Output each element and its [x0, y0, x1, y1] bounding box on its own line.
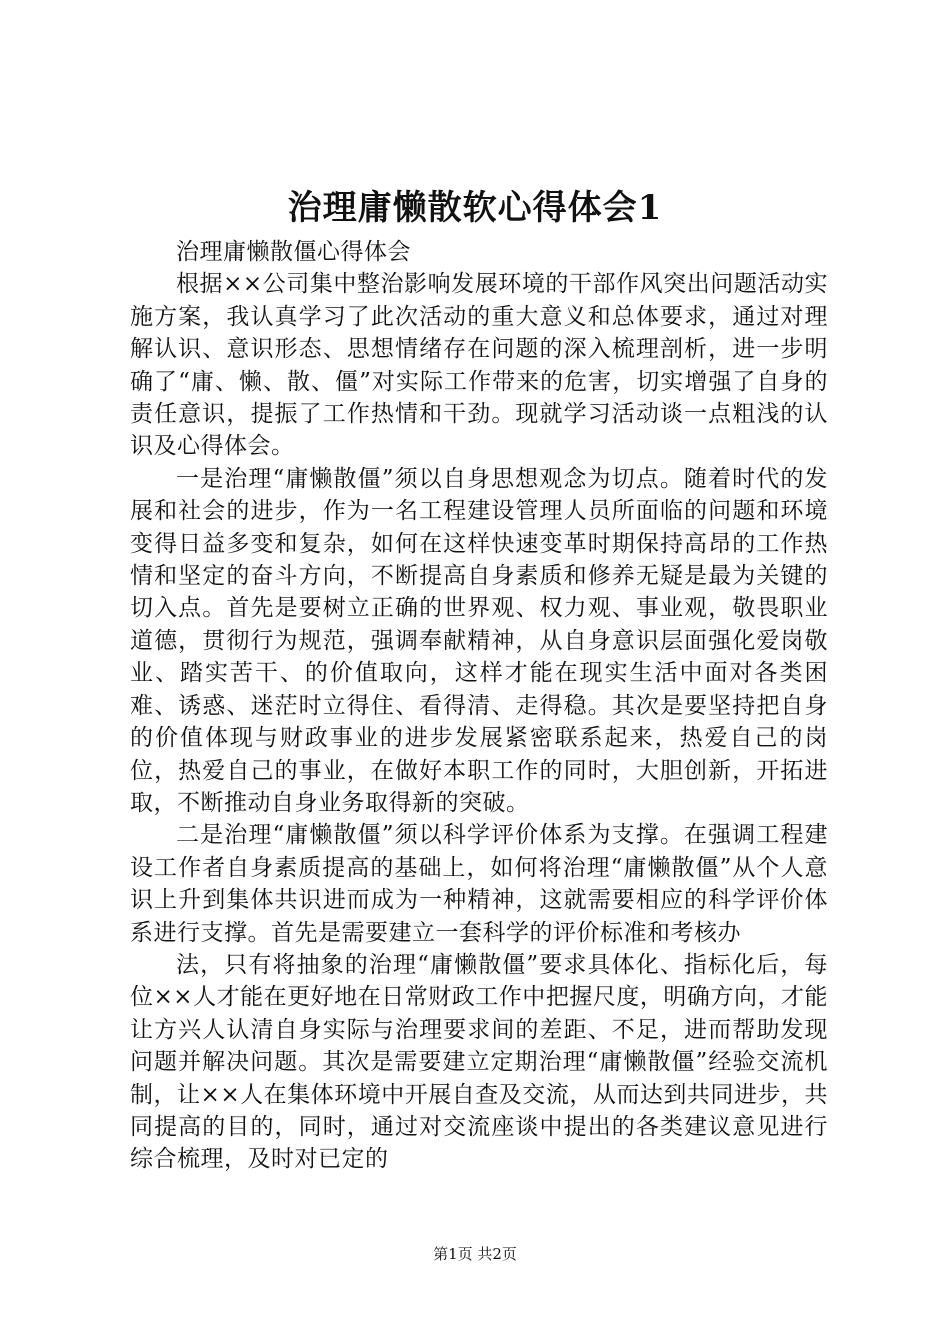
paragraph-point-two: 二是治理“庸懒散僵”须以科学评价体系为支撑。在强调工程建设工作者自身素质提高的基础上，如何将治理“庸懒散僵”从个人意识上升到集体共识进而成为一种精神，这就需要相应的科学评价体系进行支撑。首先是需要建立一套科学的评价标准和考核办 [130, 822, 828, 946]
document-title: 治理庸懒散软心得体会1 [287, 188, 663, 228]
paragraph-intro: 根据××公司集中整治影响发展环境的干部作风突出问题活动实施方案，我认真学习了此次活动的重大意义和总体要求，通过对理解认识、意识形态、思想情绪存在问题的深入梳理剖析，进一步明确了“庸、懒、散、僵”对实际工作带来的危害，切实增强了自身的责任意识，提振了工作热情和干劲。现就学习活动谈一点粗浅的认识及心得体会。 [130, 271, 828, 460]
paragraph-subtitle: 治理庸懒散僵心得体会 [176, 239, 411, 265]
paragraph-point-two-continued: 法，只有将抽象的治理“庸懒散僵”要求具体化、指标化后，每位××人才能在更好地在日常财政工作中把握尺度，明确方向，才能让方兴人认清自身实际与治理要求间的差距、不足，进而帮助发现问题并解决问题。其次是需要建立定期治理“庸懒散僵”经验交流机制，让××人在集体环境中开展自查及交流，从而达到共同进步，共同提高的目的，同时，通过对交流座谈中提出的各类建议意见进行综合梳理，及时对已定的 [130, 951, 828, 1173]
paragraph-point-one: 一是治理“庸懒散僵”须以自身思想观念为切点。随着时代的发展和社会的进步，作为一名工程建设管理人员所面临的问题和环境变得日益多变和复杂，如何在这样快速变革时期保持高昂的工作热情和坚定的奋斗方向，不断提高自身素质和修养无疑是最为关键的切入点。首先是要树立正确的世界观、权力观、事业观，敬畏职业道德，贯彻行为规范，强调奉献精神，从自身意识层面强化爱岗敬业、踏实苦干、的价值取向，这样才能在现实生活中面对各类困难、诱惑、迷茫时立得住、看得清、走得稳。其次是要坚持把自身的价值体现与财政事业的进步发展紧密联系起来，热爱自己的岗位，热爱自己的事业，在做好本职工作的同时，大胆创新，开拓进取，不断推动自身业务取得新的突破。 [130, 465, 828, 816]
document-body [130, 236, 828, 1176]
page-footer: 第1页 共2页 [433, 1245, 517, 1263]
